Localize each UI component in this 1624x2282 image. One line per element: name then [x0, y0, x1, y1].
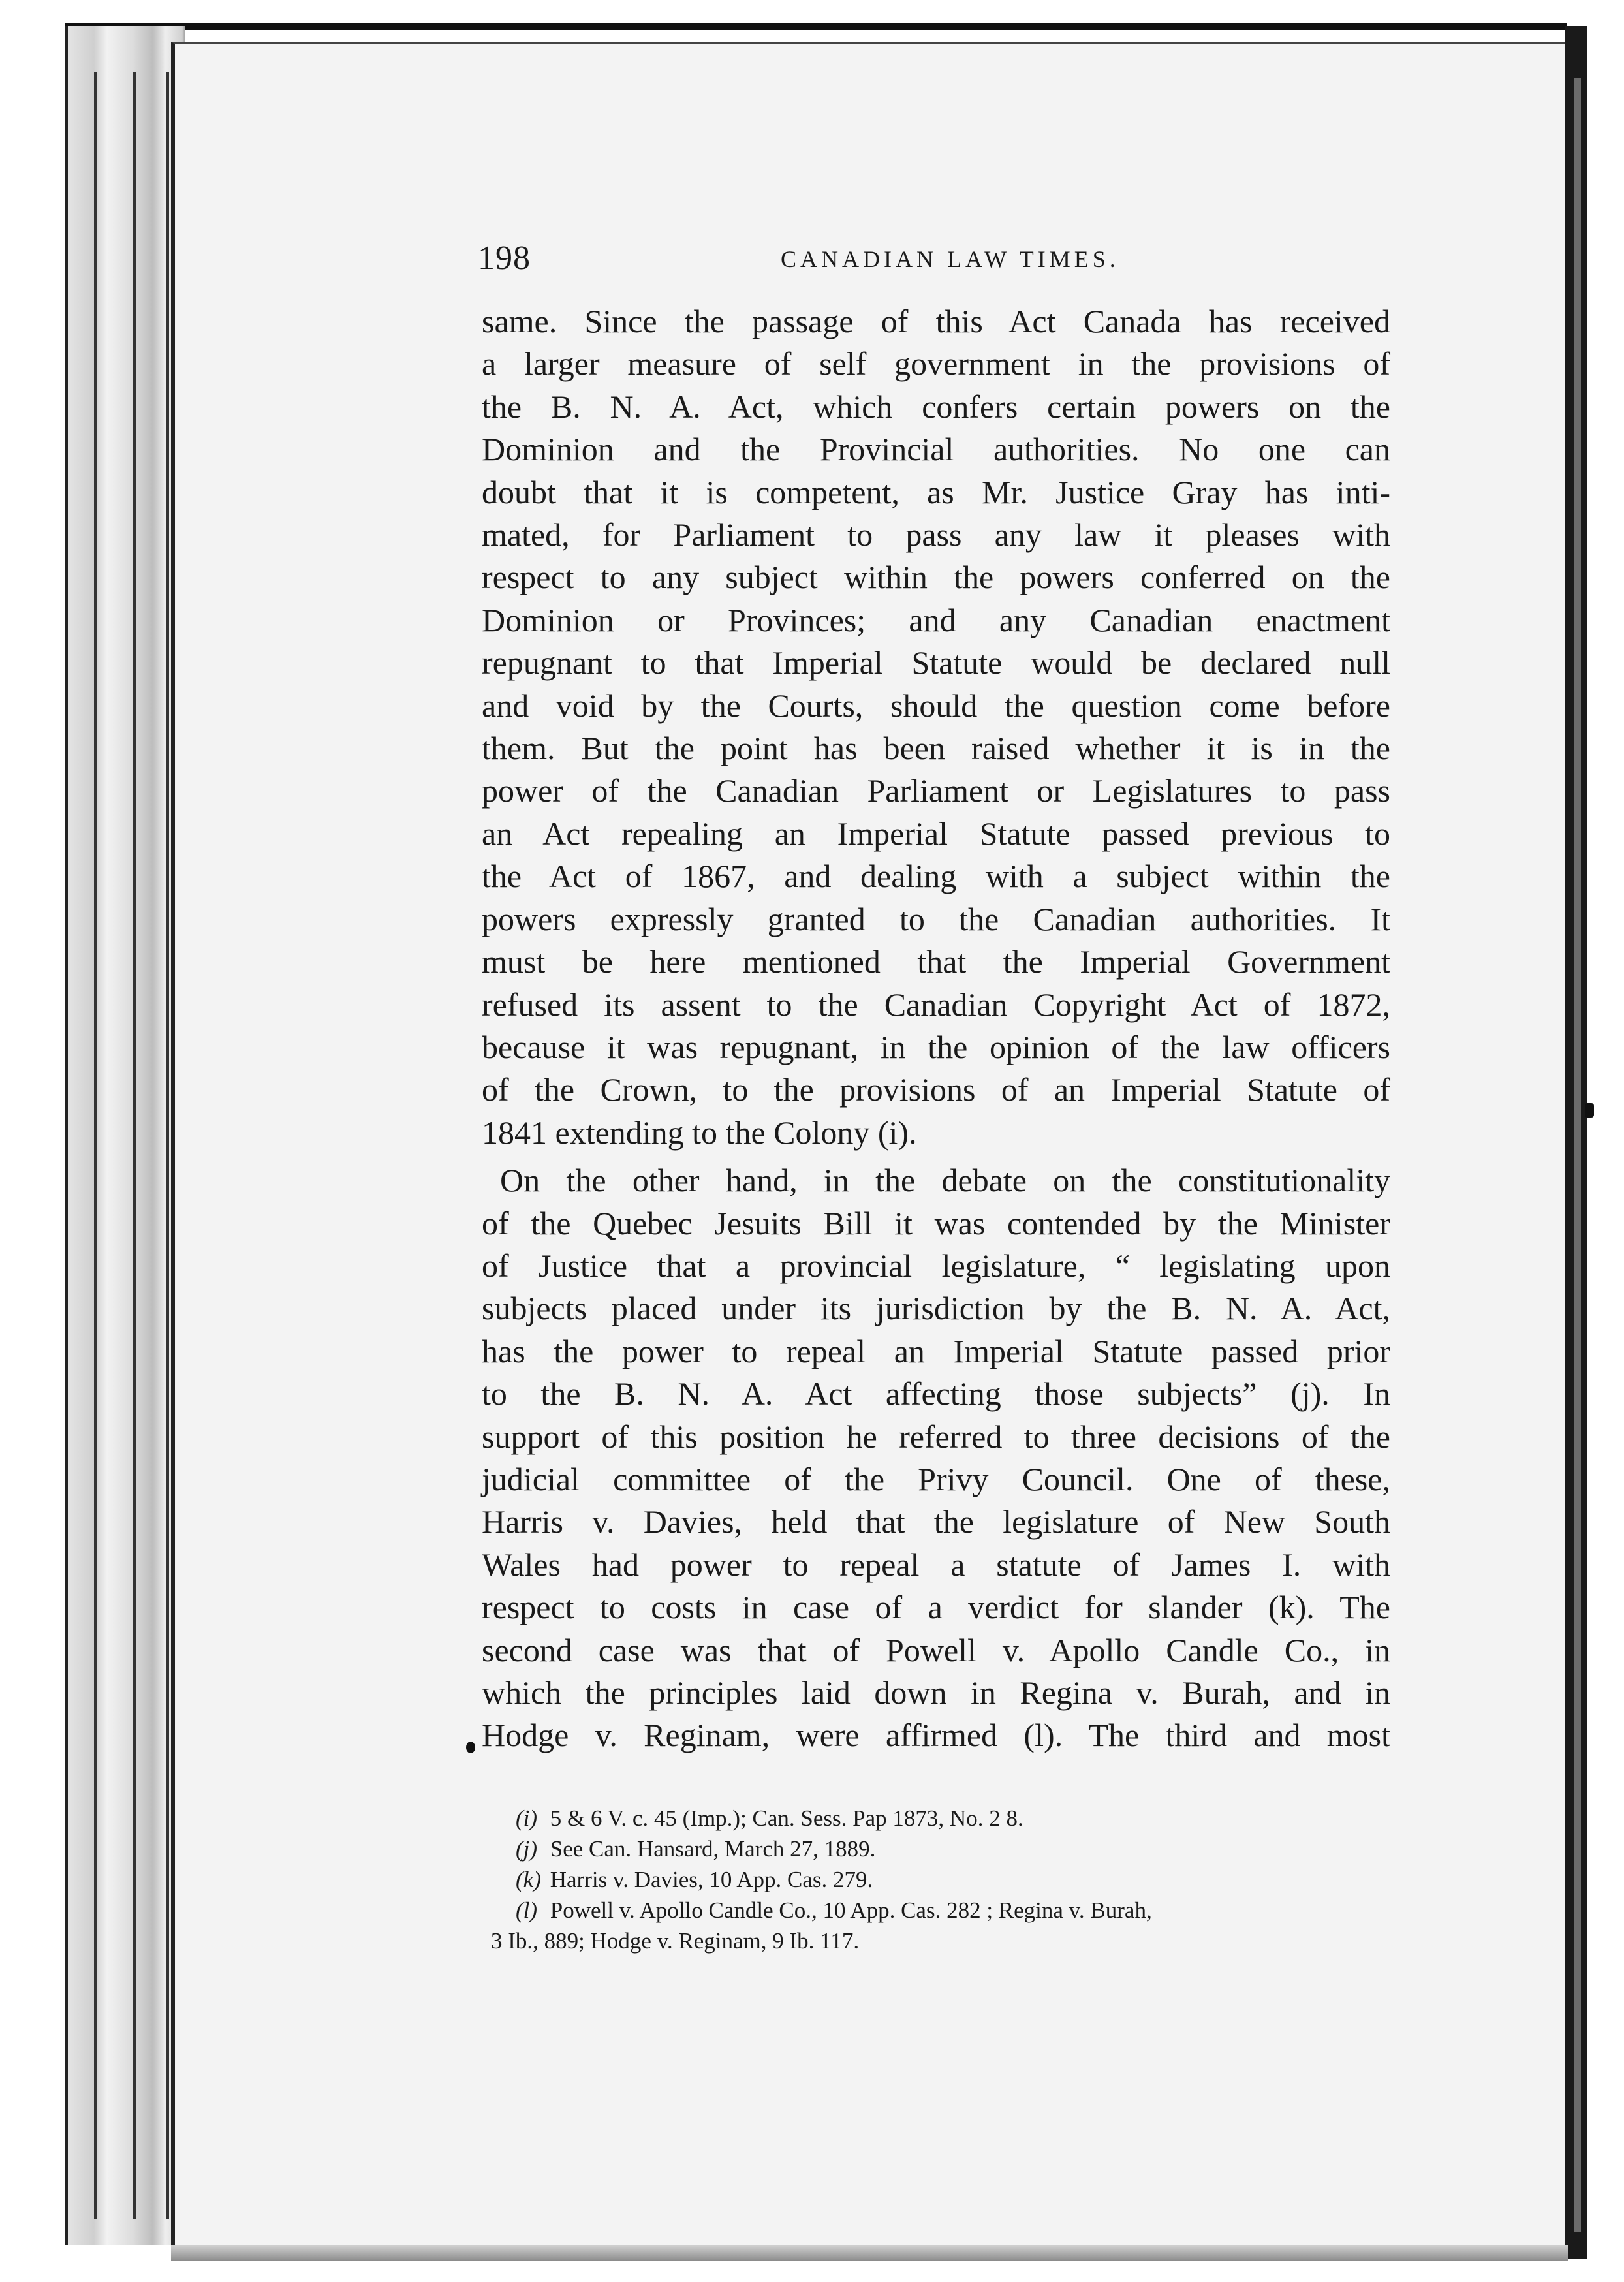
stack-line	[94, 72, 97, 2219]
footnote-j	[492, 1834, 1406, 1864]
text-line: Dominion and the Provincial authorities. No one can	[482, 431, 1390, 468]
text-line: to the B. N. A. Act affecting those subjects” (j). In	[482, 1375, 1390, 1413]
text-line: a larger measure of self government in the provisions of	[482, 345, 1390, 383]
text-line: of Justice that a provincial legislature, “ legislating upon	[482, 1247, 1390, 1284]
text-line: respect to costs in case of a verdict for slander (k). The	[482, 1589, 1390, 1626]
margin-dot	[466, 1742, 475, 1753]
text-line: respect to any subject within the powers conferred on the	[482, 559, 1390, 596]
text-line: mated, for Parliament to pass any law it pleases with	[482, 516, 1390, 554]
text-line: the Act of 1867, and dealing with a subject within the	[482, 858, 1390, 895]
footnote-text: Powell v. Apollo Candle Co., 10 App. Cas. 282 ; Regina v. Burah,	[550, 1898, 1152, 1923]
text-line: which the principles laid down in Regina v. Burah, and in	[482, 1674, 1390, 1711]
text-line: an Act repealing an Imperial Statute passed previous to	[482, 815, 1390, 852]
paragraph-1	[482, 300, 1390, 1154]
text-line: same. Since the passage of this Act Canada has received	[482, 303, 1390, 339]
text-line: powers expressly granted to the Canadian authorities. It	[482, 900, 1390, 937]
text-line: of the Quebec Jesuits Bill it was contended by the Minister	[482, 1204, 1390, 1242]
top-edge-line	[65, 23, 1567, 30]
footnotes	[492, 1803, 1406, 1956]
text-line: second case was that of Powell v. Apollo Candle Co., in	[482, 1631, 1390, 1668]
text-line: refused its assent to the Canadian Copyright Act of 1872,	[482, 986, 1390, 1023]
text-line: repugnant to that Imperial Statute would be declared null	[482, 644, 1390, 681]
text-line: because it was repugnant, in the opinion of the law officers	[482, 1028, 1390, 1065]
footnote-l	[492, 1895, 1406, 1926]
text-line: Dominion or Provinces; and any Canadian enactment	[482, 601, 1390, 638]
page-stack-left	[65, 26, 185, 2245]
text-line: and void by the Courts, should the question come before	[482, 687, 1390, 724]
binding-edge-inner	[1574, 78, 1581, 2232]
footnote-tag: (l)	[516, 1898, 538, 1923]
text-line: power of the Canadian Parliament or Legislatures to pass	[482, 772, 1390, 809]
stack-line	[133, 72, 136, 2219]
bottom-edge	[171, 2245, 1568, 2261]
page-number: 198	[478, 240, 531, 277]
text-line: the B. N. A. Act, which confers certain powers on the	[482, 388, 1390, 425]
footnote-i	[492, 1803, 1406, 1834]
footnote-text: Harris v. Davies, 10 App. Cas. 279.	[550, 1867, 873, 1892]
text-line: Harris v. Davies, held that the legislature of New South	[482, 1503, 1390, 1540]
text-line: 1841 extending to the Colony (i).	[482, 1114, 917, 1151]
text-line: support of this position he referred to three decisions of the	[482, 1418, 1390, 1455]
footnote-tag: (i)	[516, 1805, 538, 1831]
text-line: has the power to repeal an Imperial Statute passed prior	[482, 1332, 1390, 1369]
text-line: of the Crown, to the provisions of an Imperial Statute of	[482, 1071, 1390, 1108]
text-line: Hodge v. Reginam, were affirmed (l). The third and most	[482, 1717, 1390, 1754]
text-line: them. But the point has been raised whether it is in the	[482, 730, 1390, 767]
running-title: CANADIAN LAW TIMES.	[781, 246, 1119, 272]
text-line: doubt that it is competent, as Mr. Justice Gray has inti-	[482, 473, 1390, 510]
footnote-text: See Can. Hansard, March 27, 1889.	[550, 1836, 876, 1862]
footnote-text: 3 Ib., 889; Hodge v. Reginam, 9 Ib. 117.	[491, 1928, 860, 1954]
edge-mark	[1585, 1103, 1594, 1118]
text-line: On the other hand, in the debate on the constitutionality	[500, 1162, 1390, 1199]
text-line: subjects placed under its jurisdiction by the B. N. A. Act,	[482, 1290, 1390, 1327]
footnote-text: 5 & 6 V. c. 45 (Imp.); Can. Sess. Pap 1873, No. 2 8.	[550, 1805, 1023, 1831]
text-line: must be here mentioned that the Imperial Government	[482, 943, 1390, 980]
text-line: Wales had power to repeal a statute of James I. with	[482, 1546, 1390, 1583]
footnote-tag: (j)	[516, 1836, 538, 1862]
paragraph-2	[482, 1159, 1390, 1757]
footnote-tag: (k)	[516, 1867, 541, 1892]
stack-line	[166, 72, 169, 2219]
footnote-k	[492, 1864, 1406, 1895]
body-text	[482, 300, 1390, 1757]
footnote-l-continued	[491, 1926, 1406, 1956]
text-line: judicial committee of the Privy Council. One of these,	[482, 1460, 1390, 1497]
